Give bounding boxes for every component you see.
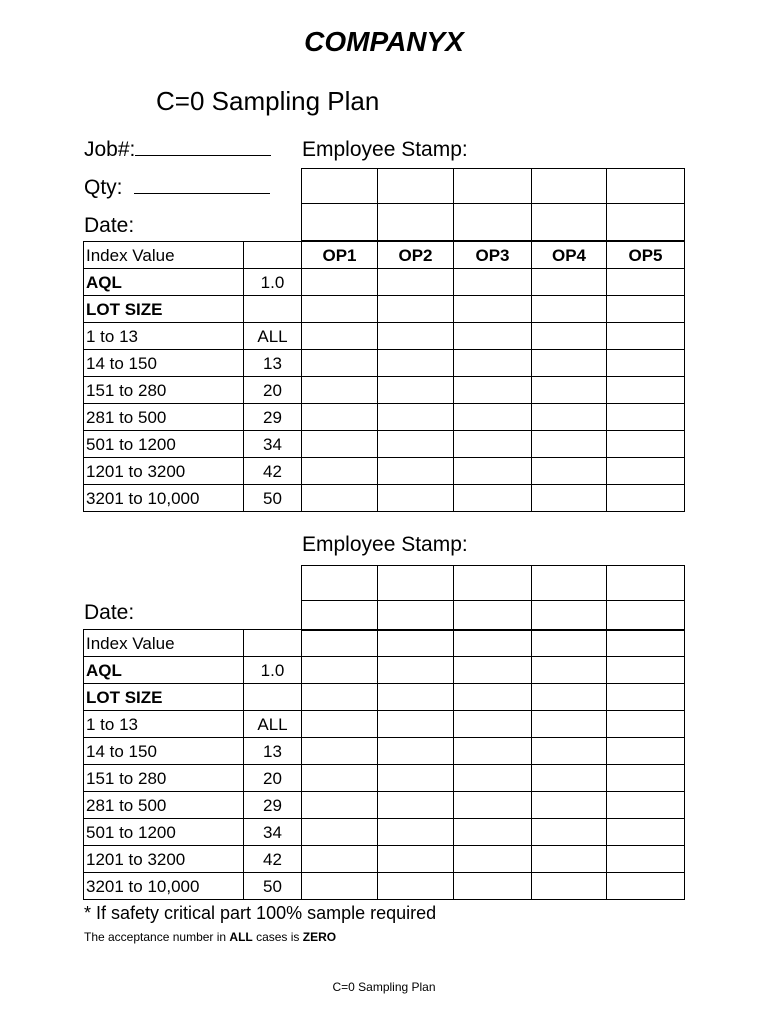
lot-size-cell — [244, 684, 302, 711]
employee-stamp-label-2: Employee Stamp: — [302, 533, 468, 556]
table-row — [84, 350, 685, 377]
safety-note: * If safety critical part 100% sample required — [84, 903, 437, 923]
table-row — [84, 846, 685, 873]
stamp-box[interactable] — [454, 169, 532, 204]
op-cell[interactable] — [302, 846, 378, 873]
op-cell[interactable] — [378, 819, 454, 846]
op-cell[interactable] — [532, 269, 607, 296]
stamp-box[interactable] — [378, 169, 454, 204]
op-cell[interactable] — [302, 350, 378, 377]
index-value-cell — [244, 242, 302, 269]
op4-header: OP4 — [532, 242, 607, 269]
stamp-box[interactable] — [378, 566, 454, 601]
op-cell[interactable] — [607, 458, 685, 485]
table-row — [84, 765, 685, 792]
acceptance-text-c: cases is — [252, 930, 303, 944]
lot-size-label: LOT SIZE — [84, 684, 244, 711]
op-cell[interactable] — [302, 630, 378, 657]
op-cell[interactable] — [302, 377, 378, 404]
sample-size: 29 — [244, 792, 302, 819]
sample-size: 13 — [244, 738, 302, 765]
op-cell[interactable] — [378, 404, 454, 431]
op-cell[interactable] — [532, 350, 607, 377]
op-cell[interactable] — [378, 630, 454, 657]
op-cell[interactable] — [454, 873, 532, 900]
op-cell[interactable] — [302, 269, 378, 296]
lot-range: 1201 to 3200 — [84, 458, 244, 485]
op-cell[interactable] — [378, 458, 454, 485]
lot-size-cell — [244, 296, 302, 323]
job-blank-line[interactable] — [135, 155, 271, 156]
op-cell[interactable] — [532, 819, 607, 846]
op-cell[interactable] — [454, 792, 532, 819]
op-cell[interactable] — [454, 711, 532, 738]
lot-size-label: LOT SIZE — [84, 296, 244, 323]
lot-range: 281 to 500 — [84, 404, 244, 431]
op-cell[interactable] — [302, 458, 378, 485]
op-cell[interactable] — [378, 377, 454, 404]
sample-size: 42 — [244, 458, 302, 485]
op-cell[interactable] — [378, 738, 454, 765]
op-cell[interactable] — [532, 711, 607, 738]
op-cell[interactable] — [302, 819, 378, 846]
op-cell[interactable] — [532, 377, 607, 404]
sample-size: 34 — [244, 819, 302, 846]
op-cell[interactable] — [607, 684, 685, 711]
sample-size: 20 — [244, 377, 302, 404]
op-cell[interactable] — [454, 269, 532, 296]
op-cell[interactable] — [378, 765, 454, 792]
op-cell[interactable] — [532, 296, 607, 323]
plan-title: C=0 Sampling Plan — [156, 86, 380, 116]
acceptance-text-b: ALL — [229, 930, 253, 944]
op-cell[interactable] — [454, 296, 532, 323]
op-cell[interactable] — [532, 404, 607, 431]
stamp-box[interactable] — [532, 169, 607, 204]
op-cell[interactable] — [302, 873, 378, 900]
op-cell[interactable] — [607, 711, 685, 738]
op-cell[interactable] — [532, 431, 607, 458]
op-cell[interactable] — [378, 873, 454, 900]
op-cell[interactable] — [302, 485, 378, 512]
op-cell[interactable] — [607, 738, 685, 765]
lot-range: 501 to 1200 — [84, 819, 244, 846]
table-row — [84, 630, 685, 657]
job-field — [84, 138, 271, 162]
op-cell[interactable] — [378, 485, 454, 512]
op-cell[interactable] — [607, 404, 685, 431]
op-cell[interactable] — [378, 684, 454, 711]
table-row — [84, 242, 685, 269]
date-label-1: Date: — [84, 214, 135, 237]
op-cell[interactable] — [302, 684, 378, 711]
op-cell[interactable] — [378, 657, 454, 684]
op-cell[interactable] — [302, 404, 378, 431]
stamp-grid-2 — [301, 565, 685, 631]
stamp-box[interactable] — [302, 169, 378, 204]
qty-field — [84, 176, 270, 200]
op-cell[interactable] — [532, 846, 607, 873]
op-cell[interactable] — [454, 323, 532, 350]
op-cell[interactable] — [607, 296, 685, 323]
op-cell[interactable] — [532, 684, 607, 711]
table-row — [84, 485, 685, 512]
op-cell[interactable] — [378, 711, 454, 738]
op-cell[interactable] — [378, 323, 454, 350]
stamp-box[interactable] — [607, 601, 685, 631]
op-cell[interactable] — [532, 657, 607, 684]
op-cell[interactable] — [454, 846, 532, 873]
employee-stamp-label-1: Employee Stamp: — [302, 138, 468, 161]
stamp-box[interactable] — [378, 601, 454, 631]
op-cell[interactable] — [378, 296, 454, 323]
op-cell[interactable] — [302, 711, 378, 738]
op-cell[interactable] — [532, 873, 607, 900]
op-cell[interactable] — [532, 765, 607, 792]
op-cell[interactable] — [607, 819, 685, 846]
table-row — [84, 684, 685, 711]
op-cell[interactable] — [607, 377, 685, 404]
aql-value: 1.0 — [244, 657, 302, 684]
company-name: COMPANYX — [304, 26, 464, 57]
lot-range: 14 to 150 — [84, 350, 244, 377]
op-cell[interactable] — [607, 269, 685, 296]
op-cell[interactable] — [378, 431, 454, 458]
op5-header: OP5 — [607, 242, 685, 269]
acceptance-text-d: ZERO — [302, 930, 337, 944]
sampling-table-1 — [83, 241, 685, 512]
sample-size: 50 — [244, 873, 302, 900]
lot-range: 151 to 280 — [84, 765, 244, 792]
op-cell[interactable] — [302, 765, 378, 792]
op-cell[interactable] — [454, 630, 532, 657]
stamp-box[interactable] — [532, 204, 607, 241]
op-cell[interactable] — [532, 630, 607, 657]
sampling-table-2 — [83, 629, 685, 900]
lot-range: 151 to 280 — [84, 377, 244, 404]
table-row — [84, 296, 685, 323]
op-cell[interactable] — [532, 458, 607, 485]
stamp-box[interactable] — [454, 566, 532, 601]
op-cell[interactable] — [302, 738, 378, 765]
op-cell[interactable] — [532, 792, 607, 819]
sample-size: 13 — [244, 350, 302, 377]
aql-label: AQL — [84, 269, 244, 296]
stamp-box[interactable] — [454, 601, 532, 631]
stamp-box[interactable] — [378, 204, 454, 241]
stamp-box[interactable] — [302, 566, 378, 601]
op-cell[interactable] — [607, 846, 685, 873]
index-value-label: Index Value — [84, 242, 244, 269]
op1-header: OP1 — [302, 242, 378, 269]
index-value-cell — [244, 630, 302, 657]
stamp-box[interactable] — [532, 601, 607, 631]
qty-blank-line[interactable] — [134, 193, 270, 194]
table-row — [84, 873, 685, 900]
index-value-label: Index Value — [84, 630, 244, 657]
op-cell[interactable] — [607, 350, 685, 377]
lot-range: 1 to 13 — [84, 711, 244, 738]
op-cell[interactable] — [607, 485, 685, 512]
op-cell[interactable] — [454, 377, 532, 404]
stamp-box[interactable] — [532, 566, 607, 601]
table-row — [84, 377, 685, 404]
aql-value: 1.0 — [244, 269, 302, 296]
date-label-2: Date: — [84, 601, 135, 624]
stamp-box[interactable] — [454, 204, 532, 241]
op2-header: OP2 — [378, 242, 454, 269]
op-cell[interactable] — [607, 630, 685, 657]
op-cell[interactable] — [607, 431, 685, 458]
stamp-box[interactable] — [607, 566, 685, 601]
op-cell[interactable] — [454, 738, 532, 765]
op-cell[interactable] — [302, 792, 378, 819]
sample-size: ALL — [244, 323, 302, 350]
sample-size: ALL — [244, 711, 302, 738]
op3-header: OP3 — [454, 242, 532, 269]
sample-size: 34 — [244, 431, 302, 458]
op-cell[interactable] — [302, 296, 378, 323]
op-cell[interactable] — [607, 792, 685, 819]
table-row — [84, 431, 685, 458]
op-cell[interactable] — [532, 738, 607, 765]
table-row — [84, 657, 685, 684]
op-cell[interactable] — [607, 657, 685, 684]
table-row — [84, 323, 685, 350]
stamp-grid-1 — [301, 168, 685, 241]
table-row — [84, 792, 685, 819]
table-row — [84, 269, 685, 296]
op-cell[interactable] — [454, 485, 532, 512]
table-row — [84, 711, 685, 738]
op-cell[interactable] — [454, 458, 532, 485]
table-row — [84, 458, 685, 485]
job-label: Job#: — [84, 138, 136, 161]
op-cell[interactable] — [454, 431, 532, 458]
op-cell[interactable] — [378, 269, 454, 296]
op-cell[interactable] — [532, 485, 607, 512]
op-cell[interactable] — [454, 657, 532, 684]
acceptance-text-a: The acceptance number in — [84, 930, 230, 944]
op-cell[interactable] — [378, 792, 454, 819]
table-row — [84, 819, 685, 846]
op-cell[interactable] — [454, 404, 532, 431]
stamp-box[interactable] — [607, 204, 685, 241]
op-cell[interactable] — [607, 765, 685, 792]
op-cell[interactable] — [302, 431, 378, 458]
lot-range: 1 to 13 — [84, 323, 244, 350]
qty-label: Qty: — [84, 176, 123, 199]
table-row — [84, 404, 685, 431]
op-cell[interactable] — [454, 684, 532, 711]
op-cell[interactable] — [454, 819, 532, 846]
op-cell[interactable] — [454, 765, 532, 792]
lot-range: 3201 to 10,000 — [84, 485, 244, 512]
op-cell[interactable] — [607, 323, 685, 350]
lot-range: 281 to 500 — [84, 792, 244, 819]
op-cell[interactable] — [378, 846, 454, 873]
stamp-box[interactable] — [302, 601, 378, 631]
acceptance-note — [84, 930, 336, 944]
lot-range: 501 to 1200 — [84, 431, 244, 458]
lot-range: 3201 to 10,000 — [84, 873, 244, 900]
op-cell[interactable] — [454, 350, 532, 377]
sample-size: 50 — [244, 485, 302, 512]
op-cell[interactable] — [302, 657, 378, 684]
lot-range: 1201 to 3200 — [84, 846, 244, 873]
stamp-box[interactable] — [607, 169, 685, 204]
op-cell[interactable] — [302, 323, 378, 350]
op-cell[interactable] — [607, 873, 685, 900]
page-footer: C=0 Sampling Plan — [332, 980, 436, 994]
sample-size: 20 — [244, 765, 302, 792]
op-cell[interactable] — [378, 350, 454, 377]
aql-label: AQL — [84, 657, 244, 684]
table-row — [84, 738, 685, 765]
sample-size: 29 — [244, 404, 302, 431]
sample-size: 42 — [244, 846, 302, 873]
op-cell[interactable] — [532, 323, 607, 350]
lot-range: 14 to 150 — [84, 738, 244, 765]
stamp-box[interactable] — [302, 204, 378, 241]
